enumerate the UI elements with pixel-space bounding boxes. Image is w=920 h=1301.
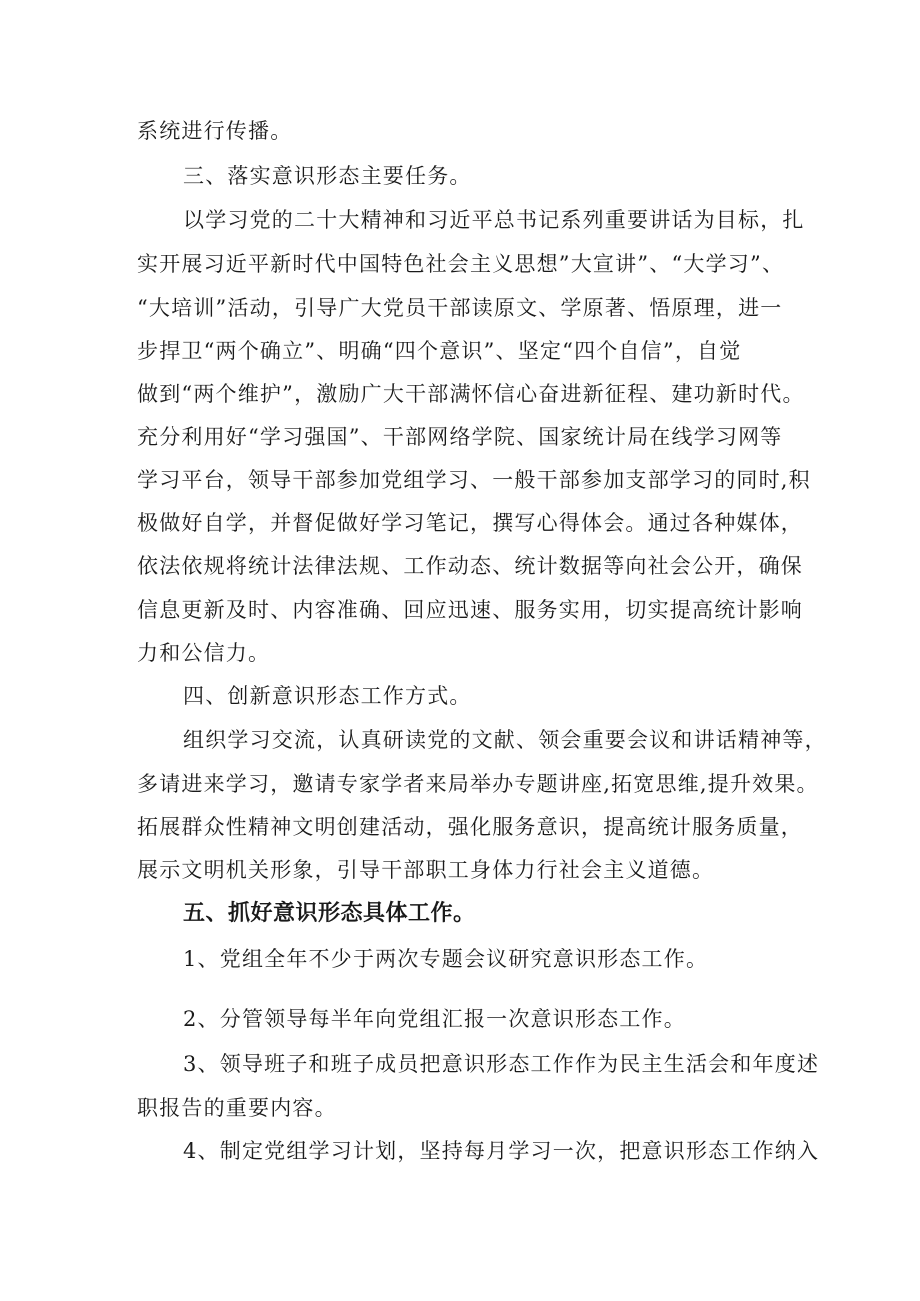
list-item-3-continued: 职报告的重要内容。 xyxy=(137,1096,337,1120)
paragraph-line: 多请进来学习，邀请专家学者来局举办专题讲座,拓宽思维,提升效果。 xyxy=(137,772,819,796)
paragraph-line: 实开展习近平新时代中国特色社会主义思想”大宣讲”、“大学习”、 xyxy=(137,252,785,276)
list-item-1: 1、党组全年不少于两次专题会议研究意识形态工作。 xyxy=(183,947,709,971)
paragraph-line: “大培训”活动，引导广大党员干部读原文、学原著、悟原理，进一 xyxy=(137,296,783,320)
paragraph-line: 信息更新及时、内容准确、回应迅速、服务实用，切实提高统计影响 xyxy=(137,598,803,622)
section-heading-3: 三、落实意识形态主要任务。 xyxy=(183,164,472,188)
paragraph-line: 展示文明机关形象，引导干部职工身体力行社会主义道德。 xyxy=(137,858,715,882)
paragraph-line: 以学习党的二十大精神和习近平总书记系列重要讲话为目标，扎 xyxy=(183,208,805,232)
paragraph-line: 做到“两个维护”，激励广大干部满怀信心奋进新征程、建功新时代。 xyxy=(137,382,805,406)
list-item-4: 4、制定党组学习计划，坚持每月学习一次，把意识形态工作纳入 xyxy=(183,1139,820,1163)
paragraph-line: 拓展群众性精神文明创建活动，强化服务意识，提高统计服务质量， xyxy=(137,815,803,839)
paragraph-line: 组织学习交流，认真研读党的文献、领会重要会议和讲话精神等， xyxy=(183,728,827,752)
section-heading-5: 五、抓好意识形态具体工作。 xyxy=(183,901,476,926)
paragraph-line: 系统进行传播。 xyxy=(137,119,293,143)
paragraph-line: 充分利用好“学习强国”、干部网络学院、国家统计局在线学习网等 xyxy=(137,425,783,449)
paragraph-line: 依法依规将统计法律法规、工作动态、统计数据等向社会公开，确保 xyxy=(137,554,803,578)
section-heading-4: 四、创新意识形态工作方式。 xyxy=(183,684,472,708)
paragraph-line: 学习平台，领导干部参加党组学习、一般干部参加支部学习的同时,积 xyxy=(137,468,811,492)
paragraph-line: 极做好自学，并督促做好学习笔记，撰写心得体会。通过各种媒体， xyxy=(137,511,803,535)
paragraph-line: 力和公信力。 xyxy=(137,641,271,665)
list-item-2: 2、分管领导每半年向党组汇报一次意识形态工作。 xyxy=(183,1007,686,1031)
list-item-3: 3、领导班子和班子成员把意识形态工作作为民主生活会和年度述 xyxy=(183,1052,820,1076)
paragraph-line: 步捍卫“两个确立”、明确“四个意识”、坚定“四个自信”，自觉 xyxy=(137,339,742,363)
